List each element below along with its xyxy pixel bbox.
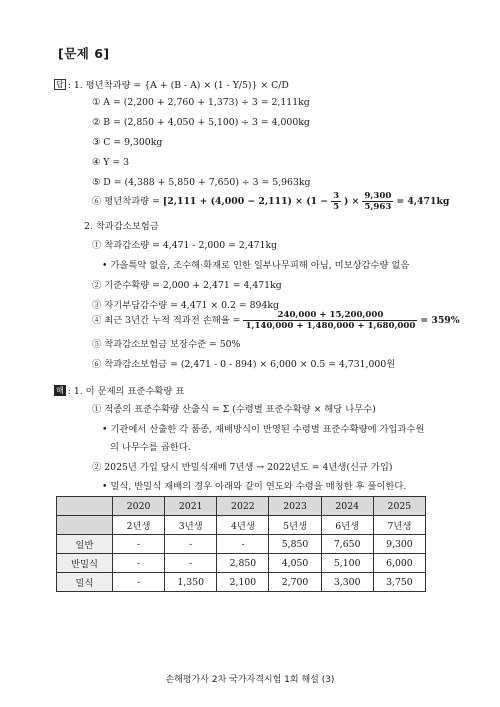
answer-s1-heading: 1. 평년착과량 = {A + (B - A) × (1 - Y/5)} × C/D bbox=[73, 80, 289, 91]
year-cell: 2022 bbox=[217, 497, 269, 516]
age-cell: 4년생 bbox=[217, 516, 269, 535]
fraction-2-numerator: 9,300 bbox=[364, 191, 392, 201]
table-corner bbox=[57, 497, 113, 516]
table-row bbox=[57, 554, 426, 573]
row-label: 반밀식 bbox=[57, 554, 113, 573]
answer-s2-1: ① 착과감소량 = 4,471 - 2,000 = 2,471kg bbox=[92, 240, 278, 251]
explain-e1-note-2: 의 나무수를 곱한다. bbox=[110, 442, 191, 453]
year-cell: 2020 bbox=[113, 497, 165, 516]
formula-fraction-2 bbox=[362, 191, 393, 212]
table-cell: 3,750 bbox=[373, 573, 425, 592]
year-cell: 2023 bbox=[269, 497, 321, 516]
table-cell: 2,100 bbox=[217, 573, 269, 592]
answer-s1-d: ⑤ D = (4,388 + 5,850 + 7,650) ÷ 3 = 5,963kg bbox=[92, 177, 311, 188]
row-label: 일반 bbox=[57, 535, 113, 554]
table-cell: 2,700 bbox=[269, 573, 321, 592]
fraction-2-denominator: 5,963 bbox=[364, 202, 392, 212]
explain-heading: 해 : 1. 이 문제의 표준수확량 표 bbox=[56, 386, 185, 397]
loss-ratio-fraction bbox=[243, 310, 417, 331]
table-cell: 5,850 bbox=[269, 535, 321, 554]
formula-expr: [2,111 + (4,000 − 2,111) × (1 − bbox=[162, 196, 329, 207]
yield-table bbox=[56, 496, 426, 592]
answer-s1-formula bbox=[92, 191, 449, 212]
fraction-1-denominator: 5 bbox=[333, 202, 340, 212]
table-cell: 3,300 bbox=[321, 573, 373, 592]
explain-head-text: 1. 이 문제의 표준수확량 표 bbox=[73, 386, 185, 397]
answer-s2-2: ② 기준수확량 = 2,000 + 2,471 = 4,471kg bbox=[92, 280, 282, 291]
answer-s2-heading: 2. 착과감소보험금 bbox=[84, 221, 159, 232]
answer-s2-3: ③ 자기부담감수량 = 4,471 × 0.2 = 894kg bbox=[92, 300, 279, 311]
answer-s2-4 bbox=[92, 310, 460, 331]
answer-s1-b: ② B = (2,850 + 4,050 + 5,100) ÷ 3 = 4,000kg bbox=[92, 117, 310, 128]
loss-ratio-label: ④ 최근 3년간 누적 적과전 손해율 = bbox=[92, 315, 241, 326]
table-cell: 1,350 bbox=[165, 573, 217, 592]
year-cell: 2025 bbox=[373, 497, 425, 516]
answer-heading: 답 : 1. 평년착과량 = {A + (B - A) × (1 - Y/5)} × C/D bbox=[56, 80, 289, 91]
table-cell: 6,000 bbox=[373, 554, 425, 573]
answer-label: 답 bbox=[56, 80, 64, 89]
explain-e1: ① 적종의 표준수확량 산출식 = Σ (수령별 표준수확량 × 해당 나무수) bbox=[92, 404, 376, 415]
answer-s2-1-note: • 가을특약 없음, 조수해·화재로 인한 일부나무피해 아님, 미보상감수량 없음 bbox=[102, 260, 410, 271]
table-cell: - bbox=[165, 554, 217, 573]
table-cell: - bbox=[113, 535, 165, 554]
problem-title: [문제 6] bbox=[58, 46, 110, 61]
page-footer: 손해평가사 2차 국가자격시험 1회 해설 (3) bbox=[165, 675, 335, 685]
formula-mid: ) × bbox=[344, 196, 360, 207]
table-cell: 4,050 bbox=[269, 554, 321, 573]
answer-s1-c: ③ C = 9,300kg bbox=[92, 137, 163, 148]
loss-ratio-numerator: 240,000 + 15,200,000 bbox=[243, 310, 417, 321]
answer-s2-6: ⑥ 착과감소보험금 = (2,471 - 0 - 894) × 6,000 × 0.5 = 4,731,000원 bbox=[92, 359, 396, 370]
age-cell: 7년생 bbox=[373, 516, 425, 535]
table-cell: 2,850 bbox=[217, 554, 269, 573]
table-header-years bbox=[57, 497, 426, 516]
loss-ratio-result: = 359% bbox=[420, 315, 460, 326]
table-cell: 5,100 bbox=[321, 554, 373, 573]
answer-s1-y: ④ Y = 3 bbox=[92, 157, 130, 168]
year-cell: 2021 bbox=[165, 497, 217, 516]
row-label: 밀식 bbox=[57, 573, 113, 592]
table-row bbox=[57, 573, 426, 592]
answer-s2-5: ⑤ 착과감소보험금 보장수준 = 50% bbox=[92, 339, 241, 350]
year-cell: 2024 bbox=[321, 497, 373, 516]
age-cell: 2년생 bbox=[113, 516, 165, 535]
age-cell: 6년생 bbox=[321, 516, 373, 535]
explain-label: 해 bbox=[56, 386, 64, 395]
formula-fraction-1 bbox=[331, 191, 341, 212]
explain-e1-note-1: • 기관에서 산출한 각 품종, 재배방식이 반영된 수령별 표준수확량에 가입과수원 bbox=[102, 424, 425, 435]
table-cell: - bbox=[165, 535, 217, 554]
age-cell: 5년생 bbox=[269, 516, 321, 535]
table-corner bbox=[57, 516, 113, 535]
explain-e2-note: • 밀식, 반밀식 재배의 경우 아래와 같이 연도와 수령을 매칭한 후 풀이한다. bbox=[102, 481, 407, 492]
formula-result: = 4,471kg bbox=[396, 196, 450, 207]
table-cell: - bbox=[217, 535, 269, 554]
table-cell: 9,300 bbox=[373, 535, 425, 554]
table-header-ages bbox=[57, 516, 426, 535]
explain-e2: ② 2025년 가입 당시 반밀식재배 7년생 → 2022년도 = 4년생(신규 가입) bbox=[92, 462, 393, 473]
age-cell: 3년생 bbox=[165, 516, 217, 535]
table-row bbox=[57, 535, 426, 554]
table-cell: - bbox=[113, 554, 165, 573]
loss-ratio-denominator: 1,140,000 + 1,480,000 + 1,680,000 bbox=[245, 321, 416, 331]
answer-s1-a: ① A = (2,200 + 2,760 + 1,373) ÷ 3 = 2,111kg bbox=[92, 97, 310, 108]
table-cell: 7,650 bbox=[321, 535, 373, 554]
fraction-1-numerator: 3 bbox=[333, 191, 340, 201]
table-cell: - bbox=[113, 573, 165, 592]
formula-label: ⑥ 평년착과량 = bbox=[92, 196, 160, 207]
